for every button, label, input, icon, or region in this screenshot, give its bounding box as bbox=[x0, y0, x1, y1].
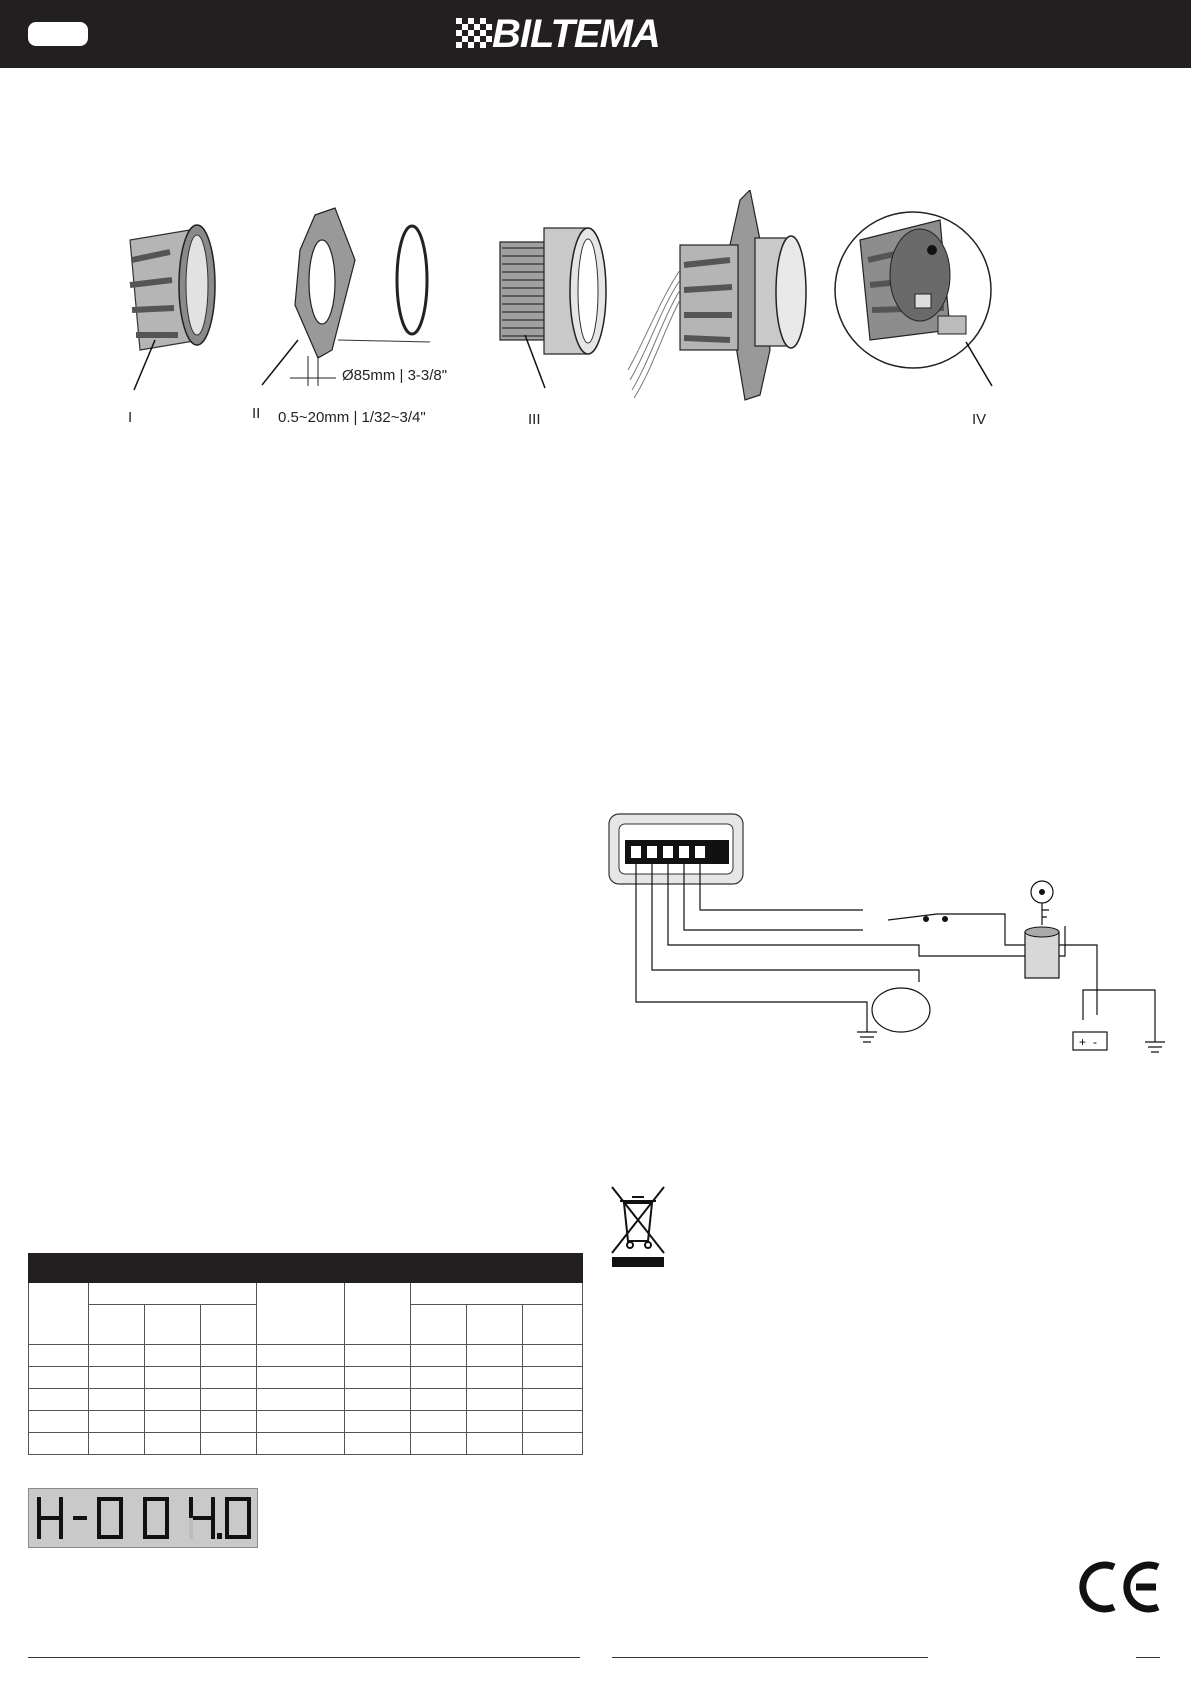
sensor-icon bbox=[872, 988, 930, 1032]
ignition-coil-icon bbox=[1025, 927, 1059, 978]
mounting-diagram bbox=[100, 190, 1100, 450]
panel-cutout-icon bbox=[295, 208, 427, 358]
footer-rule bbox=[612, 1657, 928, 1658]
table-subheader-cell bbox=[201, 1305, 257, 1345]
table-header-cell bbox=[89, 1283, 257, 1305]
table-title-band bbox=[29, 1254, 583, 1283]
dim-thickness: 0.5~20mm | 1/32~3/4" bbox=[278, 409, 426, 426]
wiring-diagram bbox=[605, 810, 1165, 1060]
ce-mark-icon bbox=[1076, 1557, 1162, 1617]
table-subheader-cell bbox=[411, 1305, 467, 1345]
table-row bbox=[29, 1411, 583, 1433]
footer-rule bbox=[1136, 1657, 1160, 1658]
brand-name: BILTEMA bbox=[492, 12, 660, 56]
checkered-flag-icon bbox=[456, 14, 492, 54]
leader-line-iv bbox=[966, 342, 992, 386]
svg-text:+: + bbox=[1079, 1035, 1087, 1049]
table-header-cell bbox=[411, 1283, 583, 1305]
table-header-cell bbox=[29, 1283, 89, 1345]
table-subheader-cell bbox=[467, 1305, 523, 1345]
lcd-readout bbox=[37, 1497, 251, 1539]
switch-icon bbox=[942, 916, 948, 922]
brand-logo bbox=[456, 14, 736, 54]
label-i: I bbox=[128, 409, 133, 426]
label-ii: II bbox=[252, 405, 261, 422]
knurled-nut-icon bbox=[130, 225, 215, 350]
leader-line-iii bbox=[525, 335, 545, 388]
key-icon bbox=[1031, 881, 1053, 925]
lcd-display bbox=[28, 1488, 258, 1548]
spec-table bbox=[28, 1253, 583, 1455]
table-header-cell bbox=[257, 1283, 345, 1345]
table-subheader-cell bbox=[145, 1305, 201, 1345]
crossed-out-wheelie-bin-icon bbox=[606, 1183, 670, 1267]
svg-text:-: - bbox=[1093, 1035, 1097, 1049]
table-row bbox=[29, 1345, 583, 1367]
battery-icon bbox=[1073, 1032, 1107, 1050]
table-subheader-cell bbox=[523, 1305, 583, 1345]
table-subheader-cell bbox=[89, 1305, 145, 1345]
table-header-cell bbox=[345, 1283, 411, 1345]
gauge-body-icon bbox=[500, 228, 606, 354]
footer-rule bbox=[28, 1657, 580, 1658]
table-row bbox=[29, 1389, 583, 1411]
label-iii: III bbox=[528, 411, 541, 428]
lcd-digits bbox=[29, 1489, 257, 1547]
dim-diameter: Ø85mm | 3-3/8" bbox=[342, 367, 448, 384]
language-badge bbox=[28, 22, 88, 46]
label-iv: IV bbox=[972, 411, 987, 428]
header-bar bbox=[0, 0, 1191, 68]
assembled-gauge-icon bbox=[628, 190, 806, 400]
table-row bbox=[29, 1367, 583, 1389]
table-row bbox=[29, 1433, 583, 1455]
